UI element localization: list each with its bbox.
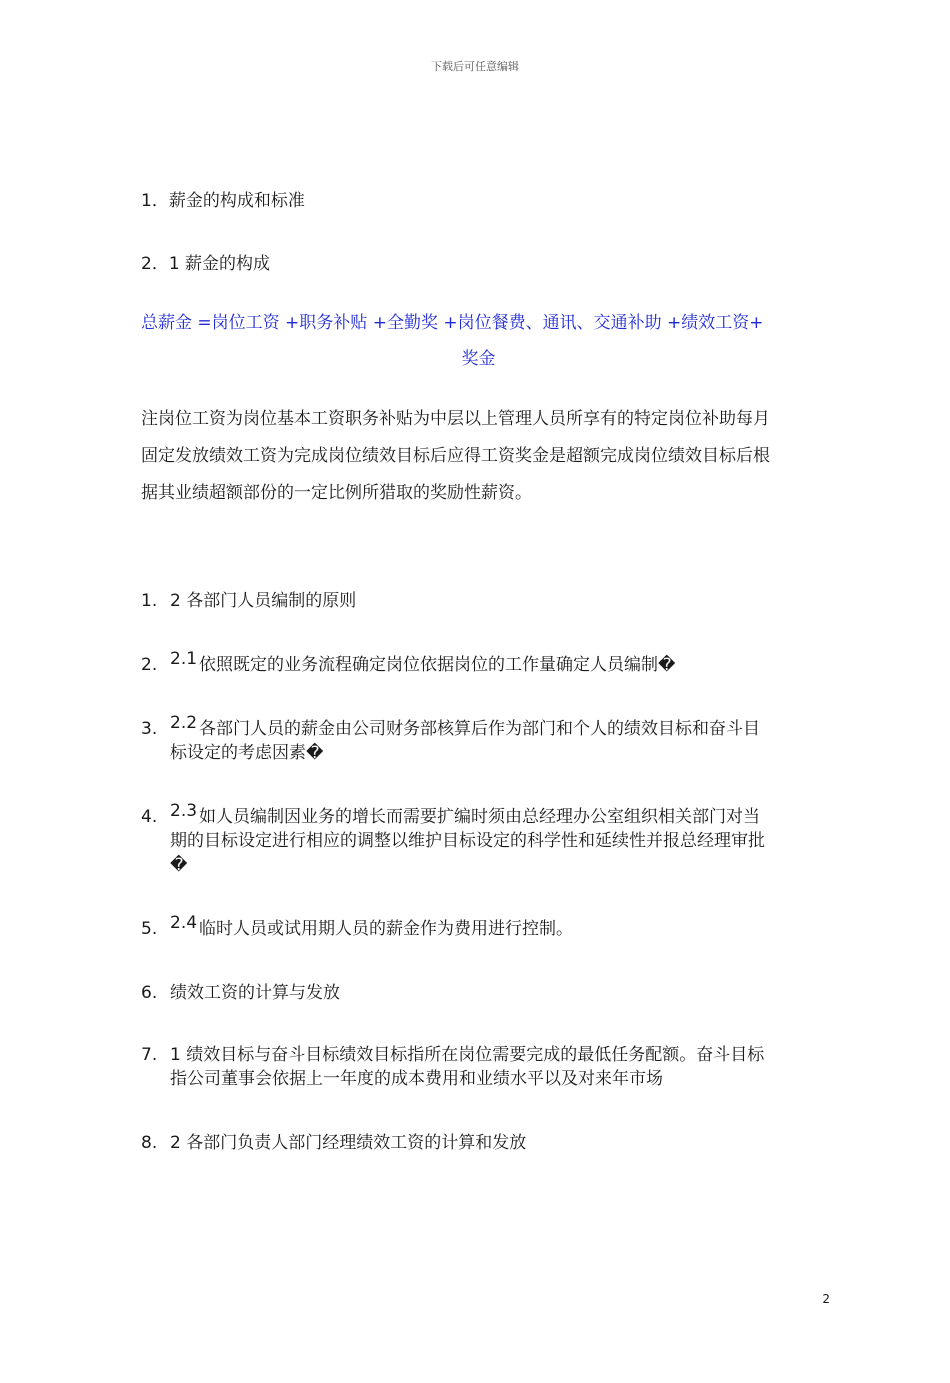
list-item-text: 依照既定的业务流程确定岗位依据岗位的工作量确定人员编制� (199, 655, 676, 675)
list-item-text: 标设定的考虑因素� (170, 743, 324, 763)
list-item-text: 期的目标设定进行相应的调整以维护目标设定的科学性和延续性并报总经理审批 (170, 831, 765, 851)
list-item-number: 5. (141, 919, 158, 939)
list-item-label: 2.1 (170, 649, 198, 669)
page-number: 2 (822, 1292, 830, 1306)
page-header: 下载后可任意编辑 (431, 60, 519, 73)
note-line-2: 固定发放绩效工资为完成岗位绩效目标后应得工资奖金是超额完成岗位绩效目标后根 (141, 446, 770, 466)
salary-note (141, 401, 821, 512)
list-item-text: 指公司董事会依据上一年度的成本费用和业绩水平以及对来年市场 (170, 1069, 663, 1089)
list-item-text: 各部门人员的薪金由公司财务部核算后作为部门和个人的绩效目标和奋斗目 (199, 719, 761, 739)
list-item-number: 3. (141, 719, 158, 739)
list-item-text: 1 绩效目标与奋斗目标绩效目标指所在岗位需要完成的最低任务配额。奋斗目标 (170, 1045, 765, 1065)
list-item-text: 临时人员或试用期人员的薪金作为费用进行控制。 (199, 919, 574, 939)
formula-line-2: 奖金 (461, 349, 496, 369)
list-item-label: 2.2 (170, 713, 198, 733)
list-item-number: 7. (141, 1045, 158, 1065)
list-item-number: 8. (141, 1133, 158, 1153)
formula-line-1: 总薪金 =岗位工资 +职务补贴 +全勤奖 +岗位餐费、通讯、交通补助 +绩效工资+ (141, 313, 764, 333)
note-line-1: 注岗位工资为岗位基本工资职务补贴为中层以上管理人员所享有的特定岗位补助每月 (141, 409, 770, 429)
list-item-text: 2 各部门人员编制的原则 (170, 591, 357, 611)
salary-formula (141, 305, 816, 377)
list-item-label: 2.4 (170, 913, 198, 933)
note-line-3: 据其业绩超额部份的一定比例所猎取的奖励性薪资。 (141, 483, 532, 503)
list-item-number: 1. (141, 591, 158, 611)
heading-salary-structure: 1．薪金的构成和标准 (141, 191, 305, 211)
list-item-text: 如人员编制因业务的增长而需要扩编时须由总经理办公室组织相关部门对当 (199, 807, 761, 827)
list-item-text: 2 各部门负责人部门经理绩效工资的计算和发放 (170, 1133, 527, 1153)
heading-salary-composition: 2．1 薪金的构成 (141, 254, 271, 274)
list-item-number: 4. (141, 807, 158, 827)
list-item-text: � (170, 855, 188, 875)
list-item-number: 6. (141, 983, 158, 1003)
list-item-text: 绩效工资的计算与发放 (170, 983, 340, 1003)
list-item-label: 2.3 (170, 801, 198, 821)
list-item-number: 2. (141, 655, 158, 675)
